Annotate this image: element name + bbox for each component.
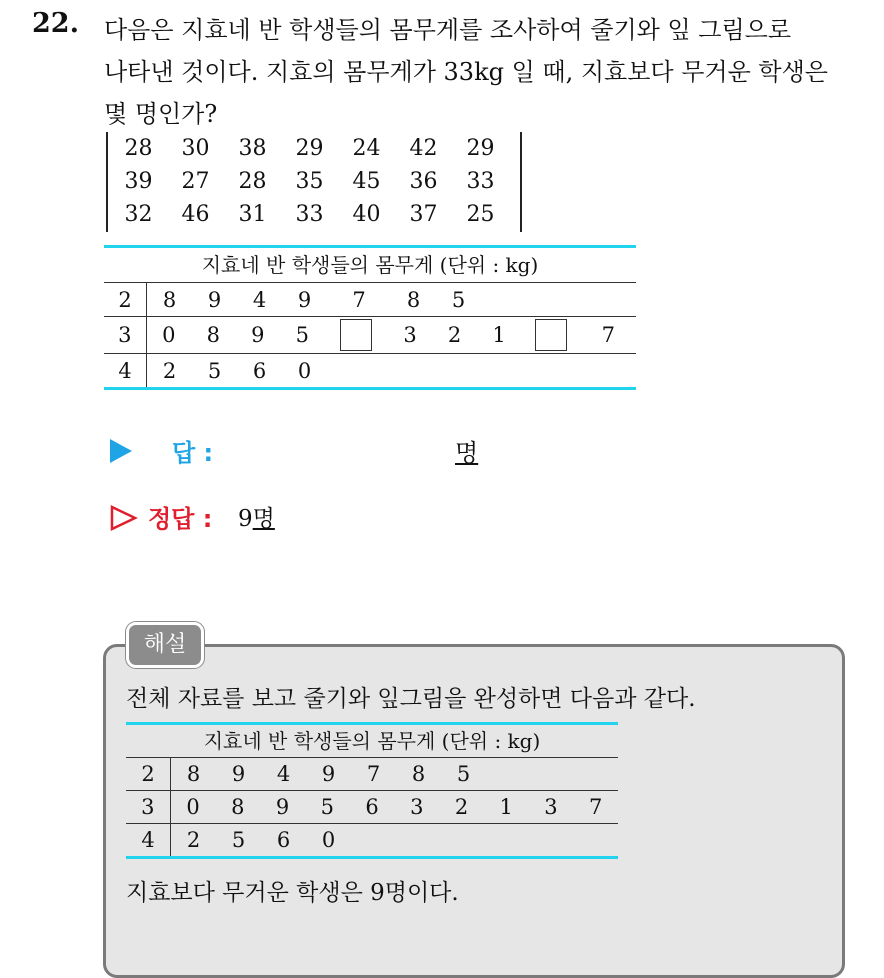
question-number: 22. xyxy=(32,8,79,39)
leaf-cell: 9 xyxy=(297,287,312,312)
raw-data-row xyxy=(108,165,520,198)
question-text-line-2: 나타낸 것이다. 지효의 몸무게가 33kg 일 때, 지효보다 무거운 학생은 xyxy=(104,58,828,86)
leaf-cell: 5 xyxy=(207,358,222,383)
leaf-cell: 9 xyxy=(231,762,246,786)
leaf-cell: 7 xyxy=(366,762,381,786)
leaf-cell: 4 xyxy=(276,762,291,786)
raw-data-cell: 30 xyxy=(181,136,210,161)
answer-arrow-icon xyxy=(110,439,132,463)
leaf-cell: 5 xyxy=(451,287,466,312)
blank-leaf-box-2[interactable] xyxy=(521,319,580,351)
answer-unit: 명 xyxy=(455,439,479,467)
stem-leaf-table-solution xyxy=(126,722,618,859)
leaf-cell: 3 xyxy=(410,795,424,819)
stem-cell: 2 xyxy=(126,758,171,790)
correct-answer-label: 정답 : xyxy=(148,505,213,533)
raw-data-cell: 31 xyxy=(238,202,267,227)
leaf-cell: 0 xyxy=(297,358,312,383)
raw-data-cell: 25 xyxy=(466,202,495,227)
raw-data-cell: 42 xyxy=(409,136,438,161)
stem-cell: 2 xyxy=(104,283,147,316)
explanation-tab: 해설 xyxy=(126,622,204,668)
leaf-cell: 2 xyxy=(447,323,462,347)
stem-leaf-row xyxy=(104,282,636,316)
stem-leaf-row xyxy=(126,790,618,823)
cyan-rule-bottom xyxy=(104,387,636,390)
stem-cell: 3 xyxy=(126,791,171,823)
raw-data-cell: 45 xyxy=(352,169,381,194)
leaf-cell: 3 xyxy=(403,323,417,347)
question-text-line-3: 몇 명인가? xyxy=(104,100,218,128)
raw-data-cell: 37 xyxy=(409,202,438,227)
raw-data-cell: 40 xyxy=(352,202,381,227)
leaf-cell: 8 xyxy=(411,762,426,786)
leaf-cell: 9 xyxy=(251,323,265,347)
leaf-cell: 2 xyxy=(454,795,469,819)
answer-label: 답 : xyxy=(172,439,214,467)
raw-data-cell: 39 xyxy=(124,169,153,194)
leaf-cell: 5 xyxy=(295,323,309,347)
raw-data-cell: 38 xyxy=(238,136,267,161)
blank-leaf-box-1[interactable] xyxy=(325,319,388,351)
raw-data-cell: 29 xyxy=(466,136,495,161)
stem-leaf-row xyxy=(126,757,618,790)
raw-data-cell: 27 xyxy=(181,169,210,194)
leaf-cell: 5 xyxy=(231,828,246,852)
leaf-cell: 8 xyxy=(231,795,245,819)
stem-cell: 3 xyxy=(104,317,147,353)
stem-cell: 4 xyxy=(104,354,147,387)
raw-data-cell: 32 xyxy=(124,202,153,227)
raw-data-cell: 28 xyxy=(124,136,153,161)
stem-leaf-row xyxy=(104,353,636,387)
correct-answer xyxy=(238,500,275,533)
leaf-cell: 2 xyxy=(162,358,177,383)
leaf-cell: 8 xyxy=(186,762,201,786)
stem-leaf-title: 지효네 반 학생들의 몸무게 (단위 : kg) xyxy=(203,729,541,753)
raw-data-row xyxy=(108,198,520,231)
stem-leaf-title: 지효네 반 학생들의 몸무게 (단위 : kg) xyxy=(201,253,539,277)
stem-leaf-row xyxy=(126,823,618,856)
leaf-cell: 6 xyxy=(276,828,291,852)
raw-data-cell: 36 xyxy=(409,169,438,194)
correct-answer-unit: 명 xyxy=(252,506,275,532)
leaf-cell: 1 xyxy=(499,795,513,819)
leaf-cell: 5 xyxy=(456,762,471,786)
leaf-cell: 3 xyxy=(544,795,558,819)
leaf-cell: 9 xyxy=(275,795,290,819)
leaf-cell: 8 xyxy=(206,323,220,347)
stem-leaf-table-question xyxy=(104,245,636,390)
raw-data-cell: 33 xyxy=(466,169,495,194)
leaf-cell: 0 xyxy=(321,828,336,852)
leaf-cell: 4 xyxy=(252,287,267,312)
raw-data-cell: 24 xyxy=(352,136,381,161)
correct-arrow-outline-icon xyxy=(110,505,138,531)
raw-data-cell: 28 xyxy=(238,169,267,194)
leaf-cell: 7 xyxy=(352,287,366,312)
leaf-cell: 6 xyxy=(365,795,379,819)
leaf-cell: 9 xyxy=(321,762,336,786)
leaf-cell: 0 xyxy=(162,323,176,347)
leaf-cell: 1 xyxy=(492,323,506,347)
leaf-cell: 9 xyxy=(207,287,222,312)
raw-data-row xyxy=(108,132,520,165)
correct-answer-value: 9 xyxy=(238,506,253,532)
leaf-cell: 8 xyxy=(162,287,177,312)
question-text-line-1: 다음은 지효네 반 학생들의 몸무게를 조사하여 줄기와 잎 그림으로 xyxy=(104,16,791,44)
stem-cell: 4 xyxy=(126,824,171,856)
leaf-cell: 0 xyxy=(186,795,200,819)
explanation-intro: 전체 자료를 보고 줄기와 잎그림을 완성하면 다음과 같다. xyxy=(126,686,696,712)
leaf-cell: 7 xyxy=(601,323,616,347)
raw-data-cell: 33 xyxy=(295,202,324,227)
raw-data-cell: 46 xyxy=(181,202,210,227)
raw-data-table xyxy=(106,132,522,232)
stem-leaf-row xyxy=(104,316,636,353)
cyan-rule-bottom xyxy=(126,856,618,859)
raw-data-cell: 29 xyxy=(295,136,324,161)
leaf-cell: 6 xyxy=(252,358,267,383)
leaf-cell: 8 xyxy=(406,287,421,312)
leaf-cell: 2 xyxy=(186,828,201,852)
leaf-cell: 5 xyxy=(320,795,334,819)
raw-data-cell: 35 xyxy=(295,169,324,194)
leaf-cell: 7 xyxy=(589,795,603,819)
explanation-conclusion: 지효보다 무거운 학생은 9명이다. xyxy=(126,880,459,906)
